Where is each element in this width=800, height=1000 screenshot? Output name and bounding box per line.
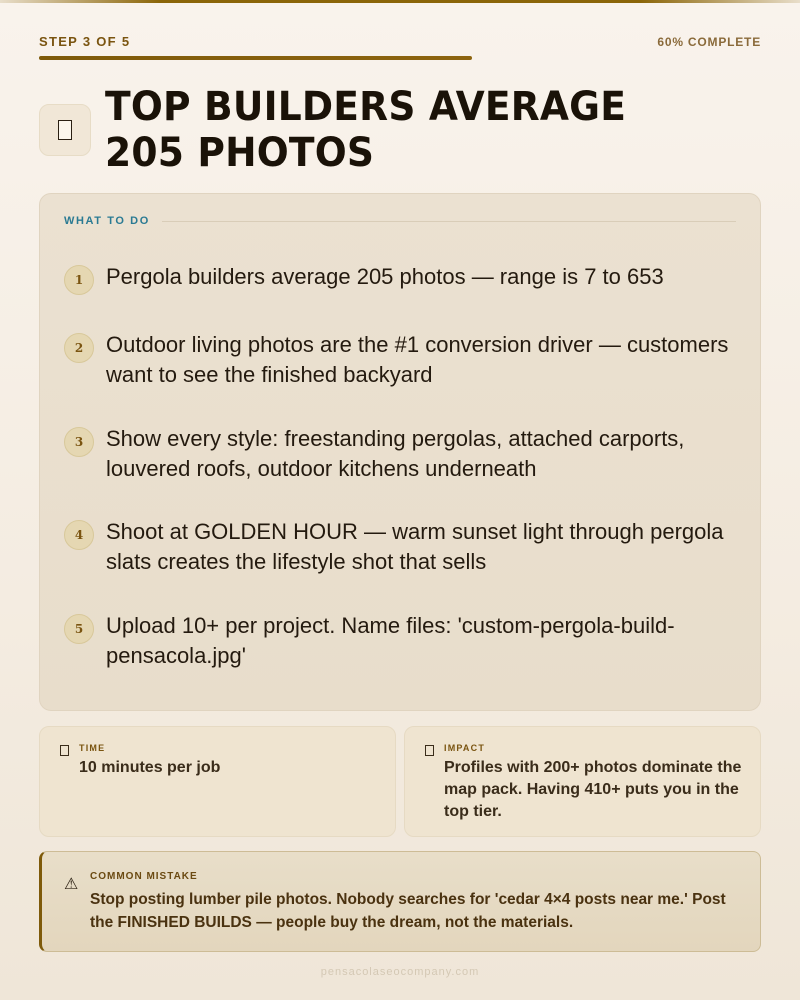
footer-domain: pensacolaseocompany.com [320,966,480,978]
divider [162,221,736,222]
page-title: TOP BUILDERS AVERAGE 205 PHOTOS [105,84,627,176]
step-number-badge: 3 [64,427,94,457]
step-text: Show every style: freestanding pergolas, attached carports, louvered roofs, outdoor kitchens underneath [106,426,685,481]
time-label: TIME [79,743,106,753]
chart-icon [425,745,434,756]
section-header [64,215,736,227]
mistake-label: COMMON MISTAKE [90,871,198,882]
clock-icon [60,745,69,756]
step-number-badge: 1 [64,265,94,295]
common-mistake-callout [39,851,761,952]
mistake-text: Stop posting lumber pile photos. Nobody searches for 'cedar 4×4 posts near me.' Post the FINISHED BUILDS — people buy the dream, not the materials. [90,891,726,931]
complete-label: 60% COMPLETE [657,34,761,49]
impact-card [404,726,761,837]
impact-value: Profiles with 200+ photos dominate the map pack. Having 410+ puts you in the top tier. [444,759,742,820]
section-label: WHAT TO DO [64,215,150,227]
time-card [39,726,396,837]
list-item [64,611,736,671]
step-label: STEP 3 OF 5 [39,34,131,49]
warning-icon: ⚠ [64,874,79,893]
list-item [64,262,736,295]
top-accent-bar [0,0,800,3]
step-number-badge: 5 [64,614,94,644]
step-text: Shoot at GOLDEN HOUR — warm sunset light through pergola slats creates the lifestyle shot that sells [106,519,724,574]
progress-header [39,34,761,49]
list-item [64,330,736,390]
time-value: 10 minutes per job [79,759,221,776]
list-item [64,424,736,484]
step-text: Outdoor living photos are the #1 conversion driver — customers want to see the finished backyard [106,332,729,387]
impact-label: IMPACT [444,743,486,753]
photo-icon [39,104,91,156]
step-number-badge: 4 [64,520,94,550]
step-text: Pergola builders average 205 photos — range is 7 to 653 [106,264,664,289]
progress-fill [39,56,472,60]
list-item [64,517,736,577]
what-to-do-card [39,193,761,711]
progress-bar [39,56,761,60]
step-number-badge: 2 [64,333,94,363]
step-text: Upload 10+ per project. Name files: 'custom-pergola-build-pensacola.jpg' [106,613,675,668]
title-row [39,84,761,176]
